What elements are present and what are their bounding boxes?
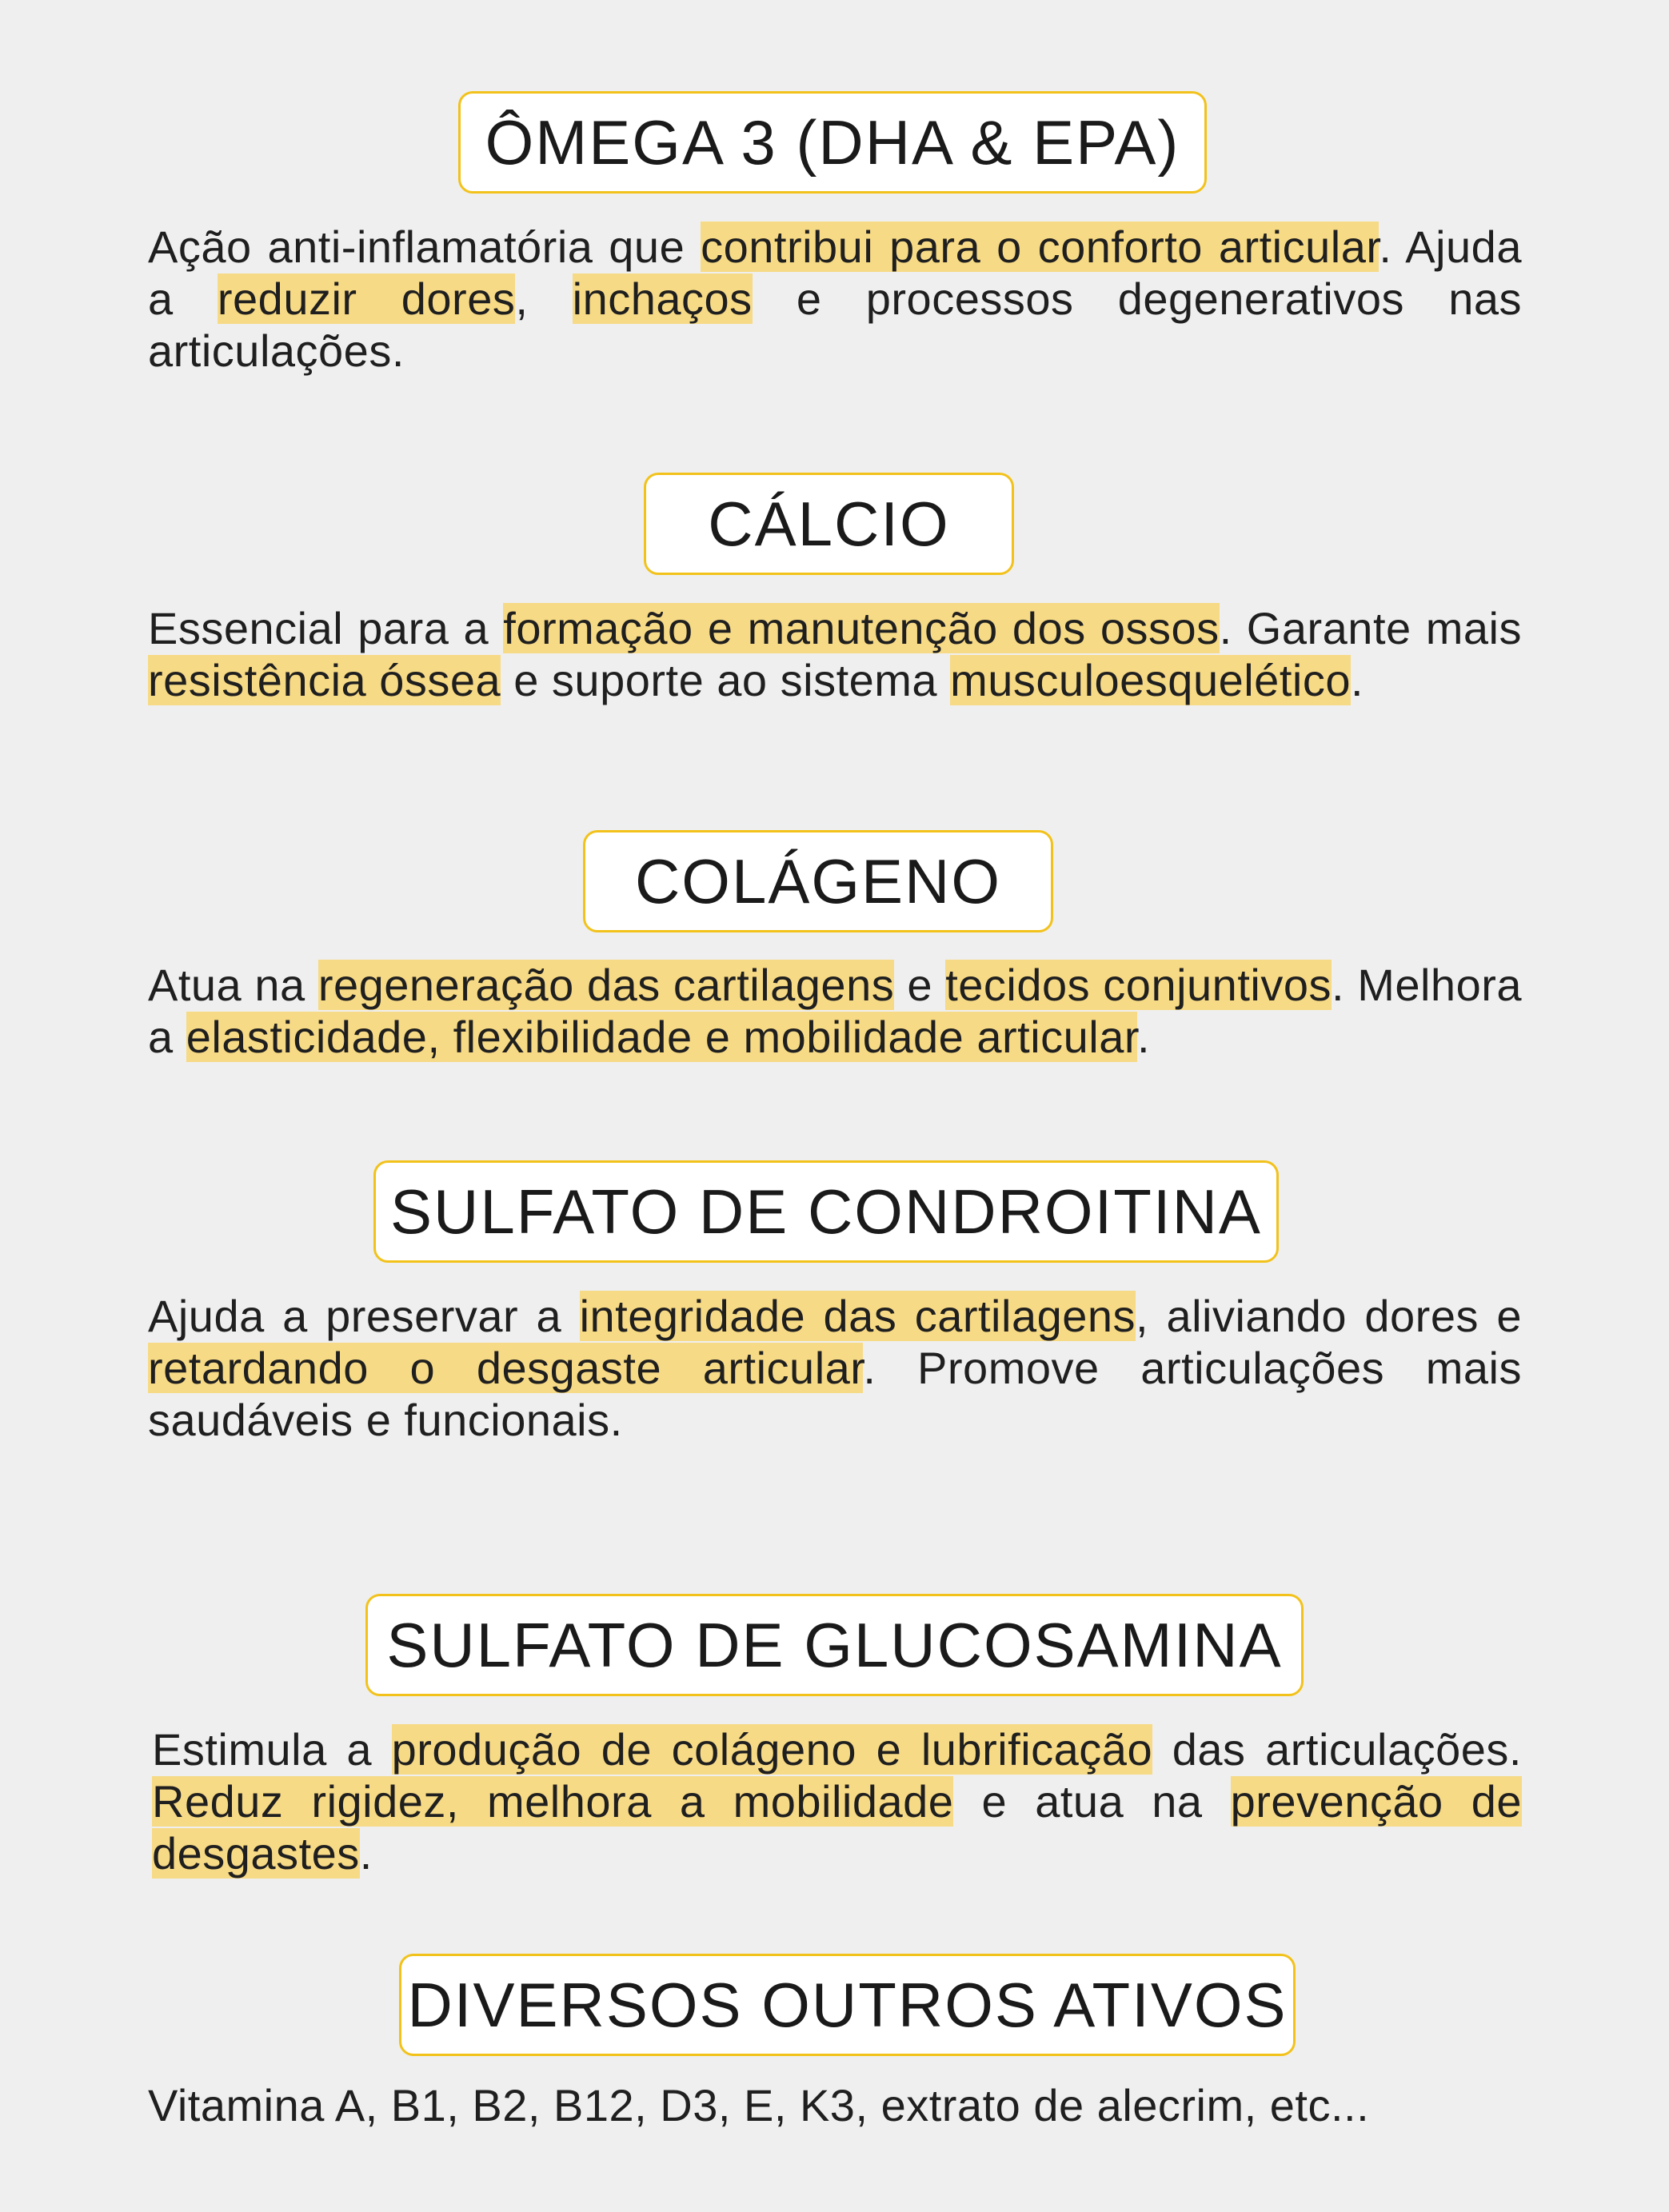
highlight-segment: contribui para o conforto articular <box>701 222 1380 272</box>
title-glucosamina: SULFATO DE GLUCOSAMINA <box>365 1594 1304 1696</box>
desc-colageno <box>148 959 1522 1063</box>
highlight-segment: tecidos conjuntivos <box>945 960 1332 1010</box>
desc-segment: . Garante mais <box>1219 603 1523 653</box>
highlight-segment: regeneração das cartilagens <box>317 960 895 1010</box>
desc-segment: e <box>894 960 946 1010</box>
desc-segment: Essencial para a <box>148 603 504 653</box>
desc-segment: Ajuda a preservar a <box>148 1291 580 1341</box>
highlight-segment: reduzir dores <box>217 274 516 324</box>
highlight-segment: formação e manutenção dos ossos <box>503 603 1220 653</box>
title-outros-ativos: DIVERSOS OUTROS ATIVOS <box>399 1954 1296 2056</box>
desc-omega3 <box>148 221 1522 377</box>
desc-segment: . Ajuda a <box>148 222 1522 324</box>
desc-segment: . <box>359 1828 373 1879</box>
highlight-segment: inchaços <box>572 274 753 324</box>
desc-segment: Atua na <box>148 960 318 1010</box>
desc-condroitina <box>148 1290 1522 1446</box>
highlight-segment: retardando o desgaste articular <box>148 1343 864 1393</box>
title-condroitina: SULFATO DE CONDROITINA <box>373 1160 1279 1263</box>
desc-segment: , <box>515 274 573 324</box>
desc-outros-ativos <box>148 2079 1522 2131</box>
desc-segment: Estimula a <box>152 1724 392 1775</box>
desc-segment: . <box>1136 1012 1151 1062</box>
desc-segment: Vitamina A, B1, B2, B12, D3, E, K3, extrato de alecrim, etc... <box>148 2080 1370 2130</box>
desc-calcio <box>148 602 1522 706</box>
title-calcio: CÁLCIO <box>644 473 1014 575</box>
title-omega3: ÔMEGA 3 (DHA & EPA) <box>458 91 1207 194</box>
highlight-segment: produção de colágeno e lubrificação <box>391 1724 1153 1775</box>
desc-segment: . Promove articulações mais saudáveis e funcionais. <box>148 1343 1522 1445</box>
desc-segment: . Melhora a <box>148 960 1523 1062</box>
highlight-segment: musculoesquelético <box>950 655 1351 705</box>
desc-segment: Ação anti-inflamatória que <box>148 222 701 272</box>
desc-segment: e atua na <box>953 1776 1231 1827</box>
title-colageno: COLÁGENO <box>583 830 1053 932</box>
highlight-segment: Reduz rigidez, melhora a mobilidade <box>152 1776 954 1827</box>
desc-glucosamina <box>152 1723 1522 1879</box>
desc-segment: . <box>1350 655 1364 705</box>
desc-segment: , aliviando dores e <box>1136 1291 1522 1341</box>
desc-segment: das articulações. <box>1152 1724 1522 1775</box>
desc-segment: e processos degenerativos nas articulações. <box>148 274 1523 376</box>
highlight-segment: prevenção de desgastes <box>152 1776 1522 1879</box>
highlight-segment: elasticidade, flexibilidade e mobilidade articular <box>186 1012 1137 1062</box>
desc-segment: e suporte ao sistema <box>501 655 951 705</box>
highlight-segment: resistência óssea <box>148 655 501 705</box>
highlight-segment: integridade das cartilagens <box>579 1291 1136 1341</box>
